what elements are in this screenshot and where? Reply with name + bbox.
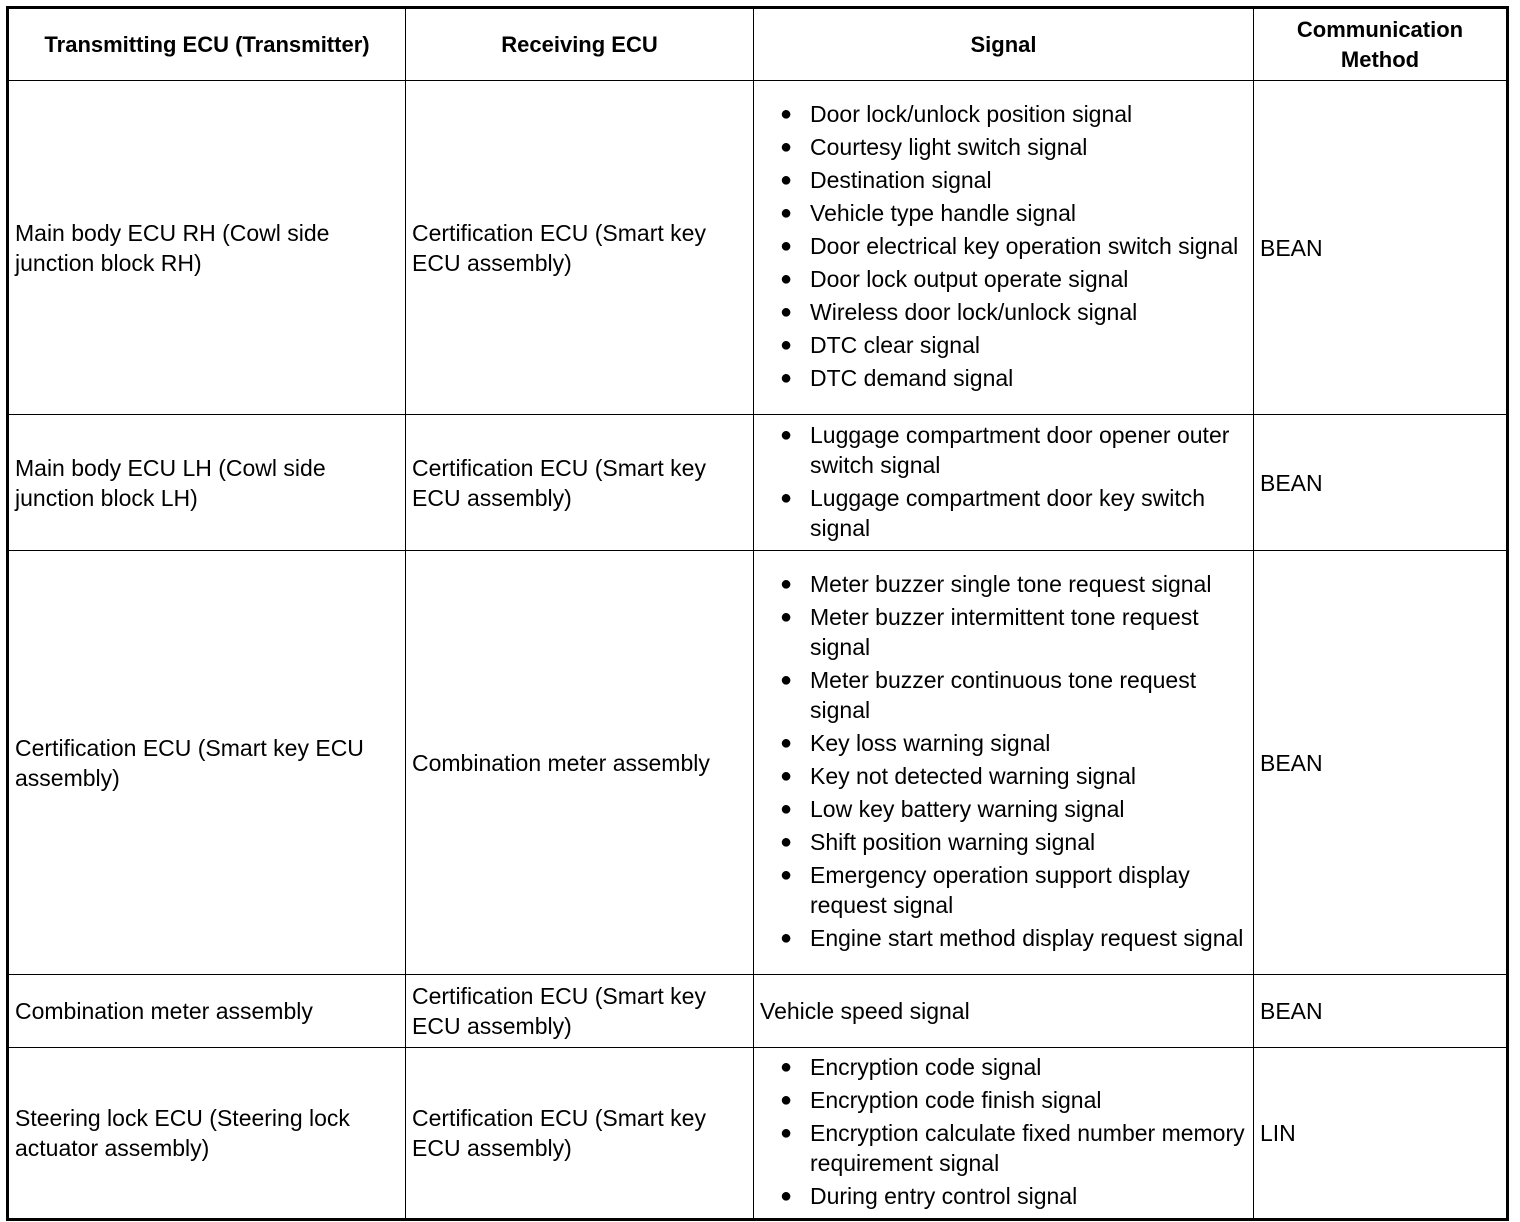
- signal-item: ● Door electrical key operation switch signal: [760, 231, 1247, 261]
- transmitter-cell: Main body ECU RH (Cowl side junction block RH): [8, 81, 406, 415]
- signal-item: ● Meter buzzer single tone request signal: [760, 569, 1247, 599]
- receiver-cell: Certification ECU (Smart key ECU assembly): [406, 975, 754, 1048]
- method-cell: LIN: [1254, 1048, 1508, 1220]
- signal-item: ● Wireless door lock/unlock signal: [760, 297, 1247, 327]
- signal-item: ● Vehicle type handle signal: [760, 198, 1247, 228]
- header-method: Communication Method: [1254, 8, 1508, 81]
- method-cell: BEAN: [1254, 551, 1508, 975]
- table-row: [8, 551, 1508, 975]
- receiver-cell: Certification ECU (Smart key ECU assembly): [406, 415, 754, 551]
- signal-item: ● Door lock/unlock position signal: [760, 99, 1247, 129]
- header-signal: Signal: [754, 8, 1254, 81]
- signal-item: ● DTC demand signal: [760, 363, 1247, 393]
- table-row: [8, 81, 1508, 415]
- communication-table: [6, 6, 1509, 1221]
- signal-item: ● Low key battery warning signal: [760, 794, 1247, 824]
- signal-list: [760, 417, 1247, 549]
- receiver-cell: Certification ECU (Smart key ECU assembly): [406, 1048, 754, 1220]
- table-row: [8, 975, 1508, 1048]
- header-row: [8, 8, 1508, 81]
- header-receiver: Receiving ECU: [406, 8, 754, 81]
- receiver-cell: Combination meter assembly: [406, 551, 754, 975]
- signal-item: ● Courtesy light switch signal: [760, 132, 1247, 162]
- signal-item: ● Encryption code signal: [760, 1052, 1247, 1082]
- header-transmitter: Transmitting ECU (Transmitter): [8, 8, 406, 81]
- signal-item: ● During entry control signal: [760, 1181, 1247, 1211]
- signal-item: ● DTC clear signal: [760, 330, 1247, 360]
- signal-item: ● Engine start method display request signal: [760, 923, 1247, 953]
- receiver-cell: Certification ECU (Smart key ECU assembly): [406, 81, 754, 415]
- signal-cell: Vehicle speed signal: [754, 975, 1254, 1048]
- signal-item: ● Encryption calculate fixed number memory requirement signal: [760, 1118, 1247, 1178]
- signal-cell: [754, 415, 1254, 551]
- signal-item: ● Destination signal: [760, 165, 1247, 195]
- method-cell: BEAN: [1254, 975, 1508, 1048]
- signal-item: ● Shift position warning signal: [760, 827, 1247, 857]
- method-cell: BEAN: [1254, 81, 1508, 415]
- table-row: [8, 1048, 1508, 1220]
- signal-item: ● Door lock output operate signal: [760, 264, 1247, 294]
- transmitter-cell: Certification ECU (Smart key ECU assembly): [8, 551, 406, 975]
- signal-cell: [754, 1048, 1254, 1220]
- signal-list: [760, 1049, 1247, 1217]
- transmitter-cell: Combination meter assembly: [8, 975, 406, 1048]
- signal-item: ● Encryption code finish signal: [760, 1085, 1247, 1115]
- signal-list: [760, 566, 1247, 959]
- signal-item: ● Luggage compartment door key switch signal: [760, 483, 1247, 543]
- method-cell: BEAN: [1254, 415, 1508, 551]
- signal-item: ● Luggage compartment door opener outer switch signal: [760, 420, 1247, 480]
- signal-item: ● Key loss warning signal: [760, 728, 1247, 758]
- signal-item: ● Meter buzzer continuous tone request signal: [760, 665, 1247, 725]
- transmitter-cell: Main body ECU LH (Cowl side junction block LH): [8, 415, 406, 551]
- transmitter-cell: Steering lock ECU (Steering lock actuator assembly): [8, 1048, 406, 1220]
- signal-cell: [754, 551, 1254, 975]
- signal-item: ● Meter buzzer intermittent tone request signal: [760, 602, 1247, 662]
- signal-item: ● Key not detected warning signal: [760, 761, 1247, 791]
- signal-list: [760, 96, 1247, 399]
- signal-item: ● Emergency operation support display request signal: [760, 860, 1247, 920]
- table-row: [8, 415, 1508, 551]
- signal-cell: [754, 81, 1254, 415]
